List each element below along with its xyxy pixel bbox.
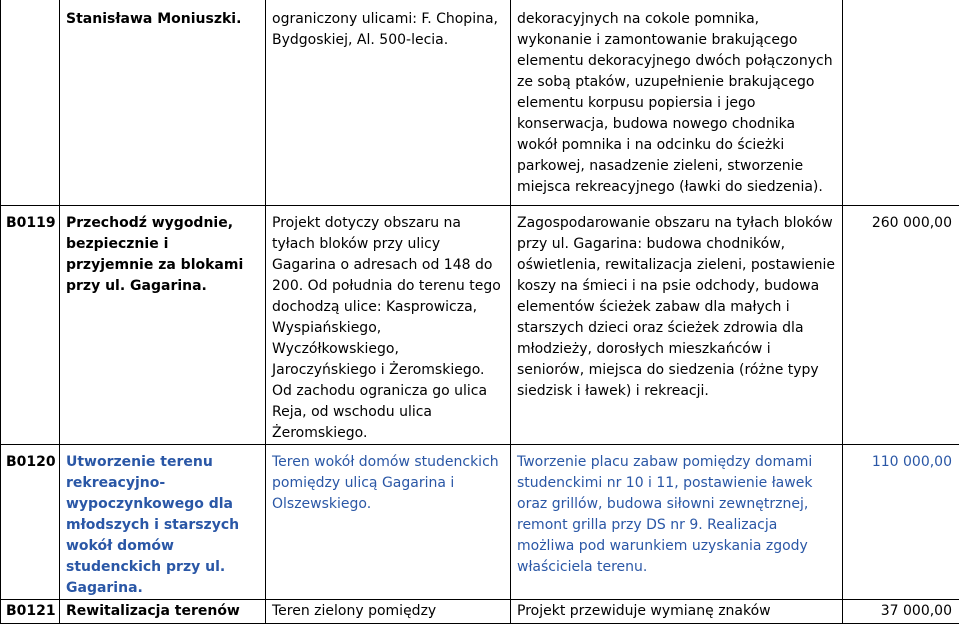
project-location: Projekt dotyczy obszaru na tyłach bloków przy ulicy Gagarina o adresach od 148 do 200. Od południa do terenu tego dochodzą ulice: Kasprowicza, Wyspiańskiego, Wyczółkowskiego, Jaroczyńskiego i Żeromskiego. Od zachodu ogranicza go ulica Reja, od wschodu ulica Żeromskiego. (266, 206, 511, 445)
project-name: Stanisława Moniuszki. (60, 0, 266, 206)
project-amount: 260 000,00 (843, 206, 959, 445)
project-description: Zagospodarowanie obszaru na tyłach bloków przy ul. Gagarina: budowa chodników, oświetlenia, rewitalizacja zieleni, postawienie koszy na śmieci i na psie odchody, budowa elementów ścieżek zabaw dla małych i starszych dzieci oraz ścieżek zdrowia dla młodzieży, dorosłych mieszkańców i seniorów, miejsca do siedzenia (różne typy siedzisk i ławek) i rekreacji. (511, 206, 843, 445)
table-row (1, 0, 959, 206)
project-amount: 110 000,00 (843, 445, 959, 600)
project-name: Rewitalizacja terenów (60, 600, 266, 624)
project-id (1, 0, 60, 206)
project-location: ograniczony ulicami: F. Chopina, Bydgoskiej, Al. 500-lecia. (266, 0, 511, 206)
table-row (1, 445, 959, 600)
project-description: Tworzenie placu zabaw pomiędzy domami studenckimi nr 10 i 11, postawienie ławek oraz grillów, budowa siłowni zewnętrznej, remont grilla przy DS nr 9. Realizacja możliwa pod warunkiem uzyskania zgody właściciela terenu. (511, 445, 843, 600)
project-amount: 37 000,00 (843, 600, 959, 624)
project-name: Utworzenie terenu rekreacyjno-wypoczynkowego dla młodszych i starszych wokół domów studenckich przy ul. Gagarina. (60, 445, 266, 600)
project-amount (843, 0, 959, 206)
project-name: Przechodź wygodnie, bezpiecznie i przyjemnie za blokami przy ul. Gagarina. (60, 206, 266, 445)
table-row (1, 600, 959, 624)
project-location: Teren zielony pomiędzy (266, 600, 511, 624)
project-id: B0119 (1, 206, 60, 445)
project-id: B0120 (1, 445, 60, 600)
project-id: B0121 (1, 600, 60, 624)
table-row (1, 206, 959, 445)
project-description: dekoracyjnych na cokole pomnika, wykonanie i zamontowanie brakującego elementu dekoracyjnego dwóch połączonych ze sobą ptaków, uzupełnienie brakującego elementu korpusu popiersia i jego konserwacja, budowa nowego chodnika wokół pomnika i na odcinku do ścieżki parkowej, nasadzenie zieleni, stworzenie miejsca rekreacyjnego (ławki do siedzenia). (511, 0, 843, 206)
project-description: Projekt przewiduje wymianę znaków (511, 600, 843, 624)
project-location: Teren wokół domów studenckich pomiędzy ulicą Gagarina i Olszewskiego. (266, 445, 511, 600)
